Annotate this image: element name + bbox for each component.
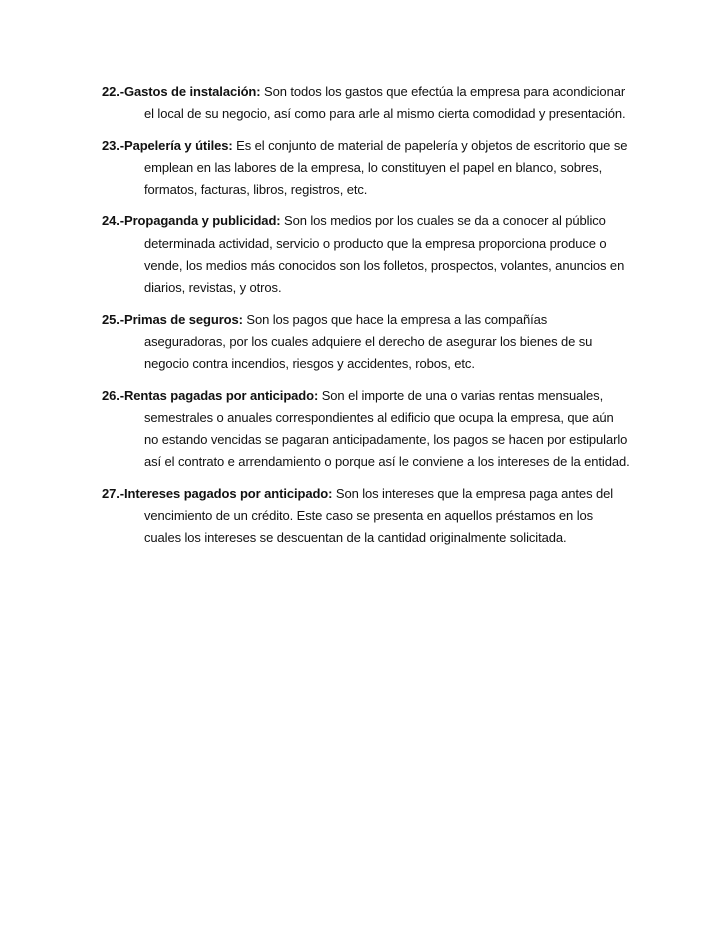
entry-term: 23.-Papelería y útiles:	[102, 137, 233, 153]
glossary-entry-26	[102, 385, 630, 474]
glossary-list	[102, 81, 630, 559]
glossary-entry-22	[102, 81, 630, 126]
entry-term: 25.-Primas de seguros:	[102, 311, 243, 327]
entry-term: 26.-Rentas pagadas por anticipado:	[102, 387, 319, 403]
entry-term: 22.-Gastos de instalación:	[102, 84, 261, 99]
entry-definition: Son todos los gastos que efectúa la empresa para acondicionar el local de su negocio, así como para arle al mismo cierta comodidad y presentación.	[144, 84, 626, 122]
entry-definition: Son los intereses que la empresa paga antes del vencimiento de un crédito. Este caso se presenta en aquellos préstamos en los cuales los intereses se descuentan de la cantidad originalmente solicitada.	[144, 485, 614, 546]
glossary-entry-24	[102, 210, 630, 299]
entry-definition: Son los medios por los cuales se da a conocer al público determinada actividad, servicio o producto que la empresa proporciona produce o vende, los medios más conocidos son los folletos, prospectos, volantes, anuncios en diarios, revistas, y otros.	[144, 213, 625, 296]
entry-definition: Es el conjunto de material de papelería y objetos de escritorio que se emplean en las labores de la empresa, lo constituyen el papel en blanco, sobres, formatos, facturas, libros, registros, etc.	[144, 137, 628, 198]
entry-definition: Son el importe de una o varias rentas mensuales, semestrales o anuales correspondientes al edificio que ocupa la empresa, que aún no estando vencidas se pagaran anticipadamente, los pagos se hacen por estipularlo así el contrato e arrendamiento o porque así le conviene a los intereses de la entidad.	[144, 387, 630, 470]
entry-term: 27.-Intereses pagados por anticipado:	[102, 485, 333, 501]
glossary-entry-25	[102, 309, 630, 376]
glossary-entry-27	[102, 483, 630, 550]
entry-definition: Son los pagos que hace la empresa a las compañías aseguradoras, por los cuales adquiere el derecho de asegurar los bienes de su negocio contra incendios, riesgos y accidentes, robos, etc.	[144, 311, 593, 372]
glossary-entry-23	[102, 135, 630, 202]
entry-term: 24.-Propaganda y publicidad:	[102, 213, 281, 229]
